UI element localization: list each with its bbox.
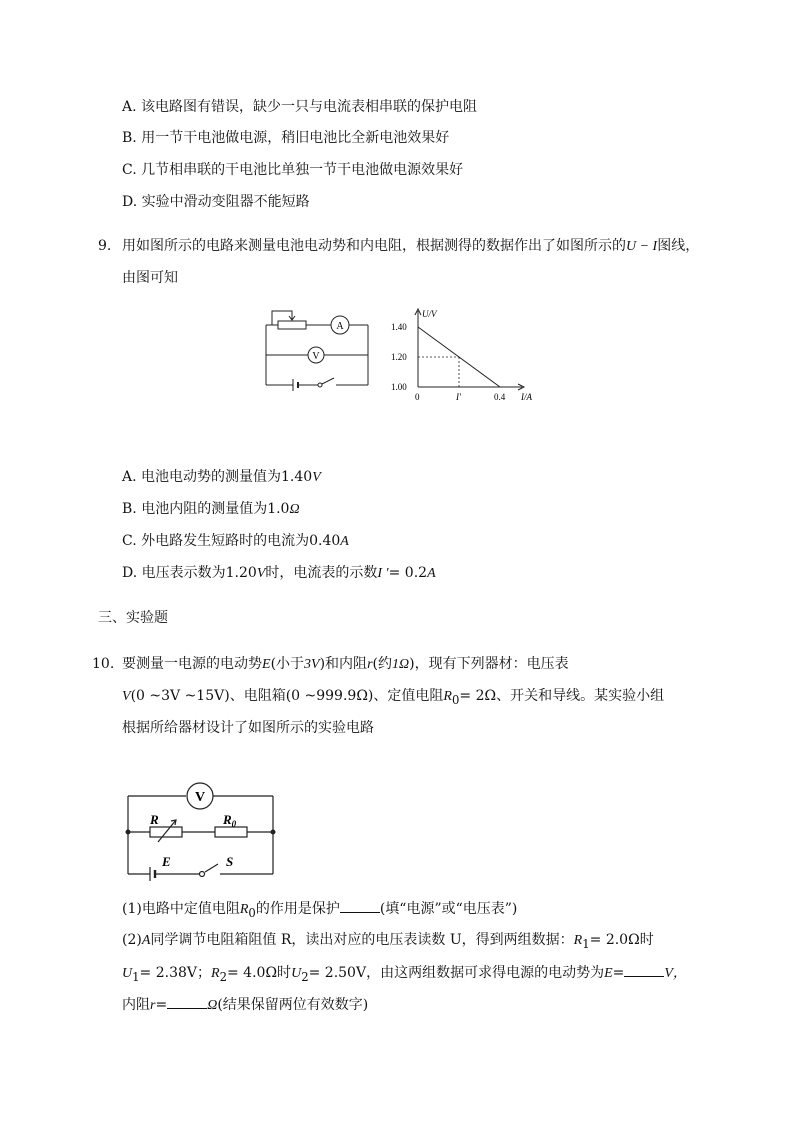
- q9-option-d: D. 电压表示数为1.20V时，电流表的示数I ′= 0.2A: [122, 565, 436, 581]
- ammeter-label: A: [336, 321, 344, 332]
- q9-option-b: B. 电池内阻的测量值为1.0Ω: [122, 501, 300, 517]
- q10-switch-label: S: [226, 854, 234, 869]
- q9-number: 9.: [98, 238, 112, 254]
- q10-part1-blank[interactable]: [340, 898, 380, 913]
- graph-ytick-140: 1.40: [391, 322, 407, 332]
- q9-stem-line1: 用如图所示的电路来测量电池电动势和内电阻，根据测得的数据作出了如图所示的U − I图线，: [122, 238, 700, 254]
- voltmeter-label: V: [312, 351, 320, 362]
- q10-line3: 根据所给器材设计了如图所示的实验电路: [122, 720, 374, 736]
- graph-x-label: I/A: [521, 392, 532, 402]
- q9-stem-line2: 由图可知: [122, 270, 178, 286]
- q10-battery-label: E: [162, 854, 171, 869]
- q10-circuit-diagram: [120, 782, 280, 882]
- q8-option-a: A. 该电路图有错误，缺少一只与电流表相串联的保护电阻: [122, 99, 478, 115]
- q8-option-b: B. 用一节干电池做电源，稍旧电池比全新电池效果好: [122, 130, 450, 146]
- graph-xtick-iprime: I': [456, 392, 461, 402]
- q10-resistance-blank[interactable]: [167, 994, 207, 1009]
- q10-r0-label: $R_0$: [223, 812, 237, 829]
- q8-option-c: C. 几节相串联的干电池比单独一节干电池做电源效果好: [122, 162, 464, 178]
- q9-circuit-diagram: [258, 305, 378, 397]
- q10-part2-line3: 内阻r= Ω(结果保留两位有效数字): [122, 994, 368, 1016]
- q10-line2: V(0 ~3V ~15V)、电阻箱(0 ~999.9Ω)、定值电阻$R_0= 2\Omega$、开关和导线。某实验小组: [122, 688, 665, 707]
- graph-xtick-0: 0: [415, 392, 420, 402]
- q9-ui-graph: [390, 305, 540, 405]
- q10-resistor-box-label: R: [150, 812, 159, 827]
- q10-voltmeter-label: V: [194, 790, 206, 805]
- q10-line1: 要测量一电源的电动势E(小于3V)和内阻r(约1Ω)，现有下列器材：电压表: [122, 656, 569, 672]
- q9-option-c: C. 外电路发生短路时的电流为0.40A: [122, 533, 349, 549]
- q10-emf-blank[interactable]: [624, 962, 664, 977]
- section-title: 三、实验题: [98, 610, 168, 626]
- graph-ytick-100: 1.00: [391, 382, 407, 392]
- q10-part2-line1: (2)A同学调节电阻箱阻值 R，读出对应的电压表读数 U，得到两组数据：$R_1= 2.0\Omega$时: [122, 932, 654, 951]
- q8-option-d: D. 实验中滑动变阻器不能短路: [122, 194, 310, 210]
- graph-y-label: U/V: [422, 309, 437, 319]
- graph-ytick-120: 1.20: [391, 352, 407, 362]
- q10-part2-line2: $U_1= 2.38V$；$R_2= 4.0\Omega$时$U_2= 2.50V$，由这两组数据可求得电源的电动势为E= V，: [122, 962, 687, 987]
- q9-option-a: A. 电池电动势的测量值为1.40V: [122, 469, 321, 485]
- q10-part1: (1)电路中定值电阻$R_0$的作用是保护 (填“电源”或“电压表”): [122, 898, 517, 923]
- graph-xtick-04: 0.4: [494, 392, 506, 402]
- q10-number: 10.: [92, 656, 115, 672]
